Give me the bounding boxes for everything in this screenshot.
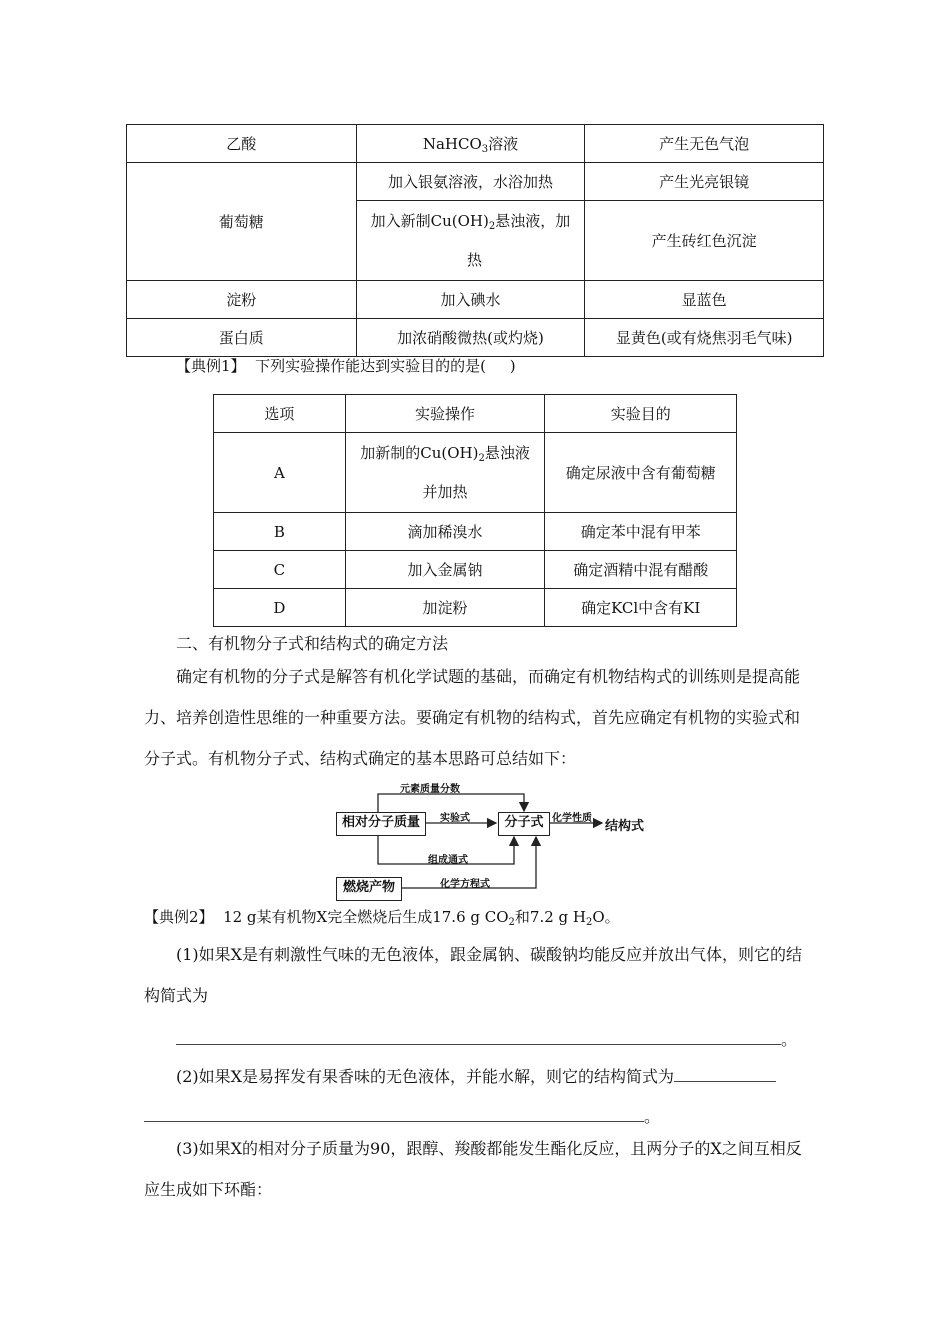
table-row (214, 433, 737, 513)
box-molecular-formula: 分子式 (498, 812, 550, 836)
table-cell: 加入新制$Cu(OH)_2$悬浊液，加 热 (356, 201, 585, 281)
table-cell: 产生砖红色沉淀 (585, 201, 824, 281)
table-row (214, 551, 737, 589)
table-cell: 显蓝色 (585, 281, 824, 319)
answer-blank-2b[interactable]: 。 (144, 1104, 660, 1127)
section-heading: 二、有机物分子式和结构式的确定方法 (176, 634, 449, 653)
table-header-row (214, 395, 737, 433)
table-cell: 产生无色气泡 (585, 125, 824, 163)
table-cell: 显黄色(或有烧焦羽毛气味) (585, 319, 824, 357)
table-cell: NaHCO$_3$溶液 (356, 125, 585, 163)
table-cell: 确定酒精中混有醋酸 (545, 551, 737, 589)
table-cell: 乙酸 (127, 125, 357, 163)
table-cell: 葡萄糖 (127, 163, 357, 281)
table-cell: 淀粉 (127, 281, 357, 319)
label-general-formula: 组成通式 (428, 855, 468, 866)
table-cell: D (214, 589, 346, 627)
experiment-options-table (213, 394, 737, 627)
question-1: (1)如果X是有刺激性气味的无色液体，跟金属钠、碳酸钠均能反应并放出气体，则它的结构简式为 (144, 945, 803, 1005)
table-cell: 确定尿液中含有葡萄糖 (545, 433, 737, 513)
question-3: (3)如果X的相对分子质量为90，跟醇、羧酸都能发生酯化反应，且两分子的X之间互相反应生成如下环酯： (144, 1139, 802, 1199)
example1-title: 【典例1】 下列实验操作能达到实验目的的是( ) (176, 357, 516, 375)
box-combustion-products: 燃烧产物 (336, 877, 402, 901)
table-cell: 滴加稀溴水 (345, 513, 545, 551)
table-cell: 确定KCl中含有KI (545, 589, 737, 627)
structure-determination-flowchart (330, 778, 660, 900)
table-cell: 加入金属钠 (345, 551, 545, 589)
table-cell: 确定苯中混有甲苯 (545, 513, 737, 551)
table-cell: 加淀粉 (345, 589, 545, 627)
label-empirical-formula: 实验式 (440, 813, 470, 824)
table-cell: C (214, 551, 346, 589)
table-cell: A (214, 433, 346, 513)
table-row (127, 319, 824, 357)
header-cell: 实验目的 (545, 395, 737, 433)
table-row (127, 163, 824, 201)
table-cell: 加新制的$Cu(OH)_2$悬浊液 并加热 (345, 433, 545, 513)
table-row (214, 589, 737, 627)
question-2: (2)如果X是易挥发有果香味的无色液体，并能水解，则它的结构简式为 (176, 1056, 776, 1097)
table-row (127, 281, 824, 319)
table-cell: 加入碘水 (356, 281, 585, 319)
label-chemical-properties: 化学性质 (552, 813, 592, 824)
example2-title: 【典例2】 12 g某有机物X完全燃烧后生成17.6 g $CO_2$和7.2 g $H_2O$。 (144, 908, 620, 928)
table-cell: 产生光亮银镜 (585, 163, 824, 201)
answer-blank-1[interactable]: 。 (176, 1027, 797, 1050)
table-cell: 加入银氨溶液，水浴加热 (356, 163, 585, 201)
header-cell: 实验操作 (345, 395, 545, 433)
table-cell: 加浓硝酸微热(或灼烧) (356, 319, 585, 357)
section-paragraph: 确定有机物的分子式是解答有机化学试题的基础，而确定有机物结构式的训练则是提高能力、培养创造性思维的一种重要方法。要确定有机物的结构式，首先应确定有机物的实验式和分子式。有机物分子式、结构式确定的基本思路可总结如下： (144, 667, 801, 768)
label-element-mass-fraction: 元素质量分数 (400, 784, 460, 795)
box-relative-molecular-mass: 相对分子质量 (336, 812, 426, 836)
label-chemical-equation: 化学方程式 (440, 879, 490, 890)
table-cell: B (214, 513, 346, 551)
structural-formula-result: 结构式 (605, 819, 645, 834)
header-cell: 选项 (214, 395, 346, 433)
table-row (127, 125, 824, 163)
answer-blank-2a[interactable] (674, 1067, 776, 1082)
reagent-test-table (126, 124, 824, 357)
table-cell: 蛋白质 (127, 319, 357, 357)
table-row (214, 513, 737, 551)
